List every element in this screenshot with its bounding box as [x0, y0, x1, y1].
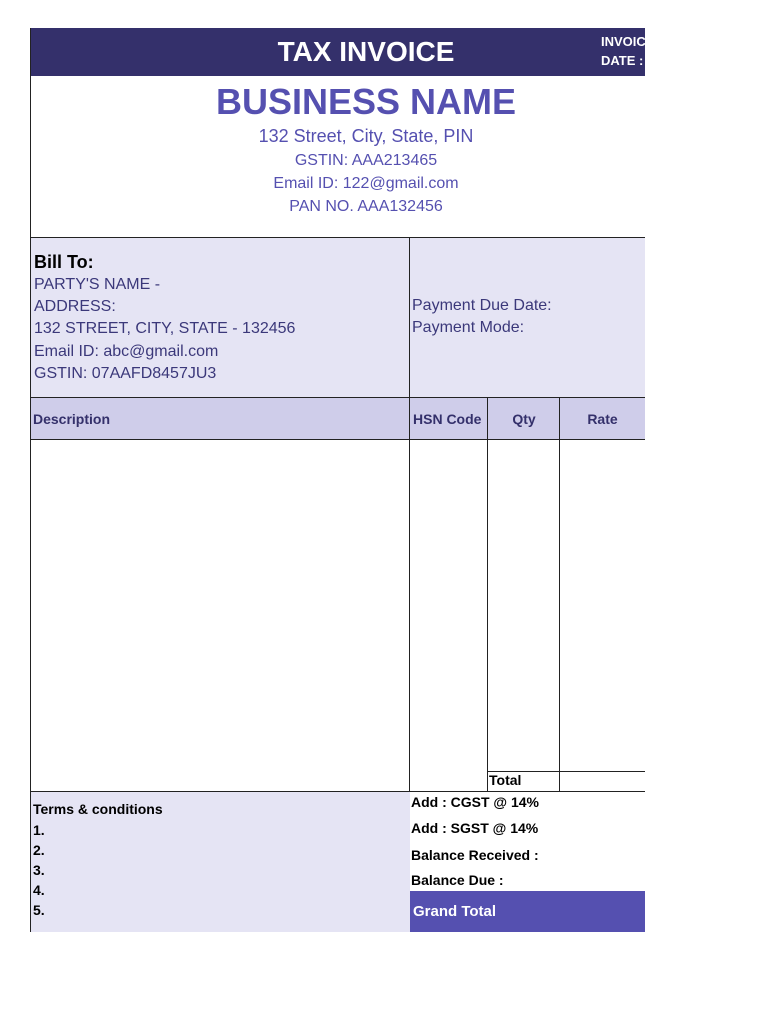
bill-party-name: PARTY'S NAME -	[34, 276, 161, 293]
balance-received-label: Balance Received :	[411, 847, 539, 863]
terms-item-5: 5.	[33, 902, 45, 918]
terms-title: Terms & conditions	[33, 801, 163, 817]
invoice-sheet	[30, 28, 655, 932]
column-hsn-code: HSN Code	[413, 411, 482, 427]
invoice-number-label: INVOICE	[601, 34, 655, 49]
column-qty: Qty	[512, 411, 536, 427]
terms-item-4: 4.	[33, 882, 45, 898]
grand-total-label: Grand Total	[413, 903, 497, 920]
summary-top-line	[410, 791, 645, 792]
bill-address: 132 STREET, CITY, STATE - 132456	[34, 320, 296, 337]
total-label: Total	[489, 772, 522, 788]
terms-item-1: 1.	[33, 822, 45, 838]
bill-gstin: GSTIN: 07AAFD8457JU3	[34, 365, 217, 382]
payment-mode-label: Payment Mode:	[412, 319, 525, 336]
sgst-label: Add : SGST @ 14%	[411, 820, 539, 836]
invoice-title: TAX INVOICE	[277, 36, 455, 67]
bill-divider	[409, 238, 410, 398]
bill-address-label: ADDRESS:	[34, 298, 116, 315]
invoice-meta	[601, 32, 661, 70]
terms-item-3: 3.	[33, 862, 45, 878]
payment-due-date-label: Payment Due Date:	[412, 297, 552, 314]
business-address: 132 Street, City, State, PIN	[258, 126, 474, 146]
column-rate: Rate	[587, 411, 618, 427]
invoice-date-label: DATE :	[601, 53, 644, 68]
bill-to-title: Bill To:	[34, 252, 94, 272]
balance-due-label: Balance Due :	[411, 872, 504, 888]
business-pan: PAN NO. AAA132456	[289, 198, 443, 215]
business-name: BUSINESS NAME	[215, 81, 517, 122]
business-email: Email ID: 122@gmail.com	[273, 175, 459, 192]
business-gstin: GSTIN: AAA213465	[294, 152, 438, 169]
cgst-label: Add : CGST @ 14%	[411, 794, 539, 810]
bill-email: Email ID: abc@gmail.com	[34, 343, 219, 360]
terms-item-2: 2.	[33, 842, 45, 858]
column-line-hsn	[487, 398, 488, 791]
column-description: Description	[33, 411, 111, 427]
column-line-qty	[559, 398, 560, 791]
